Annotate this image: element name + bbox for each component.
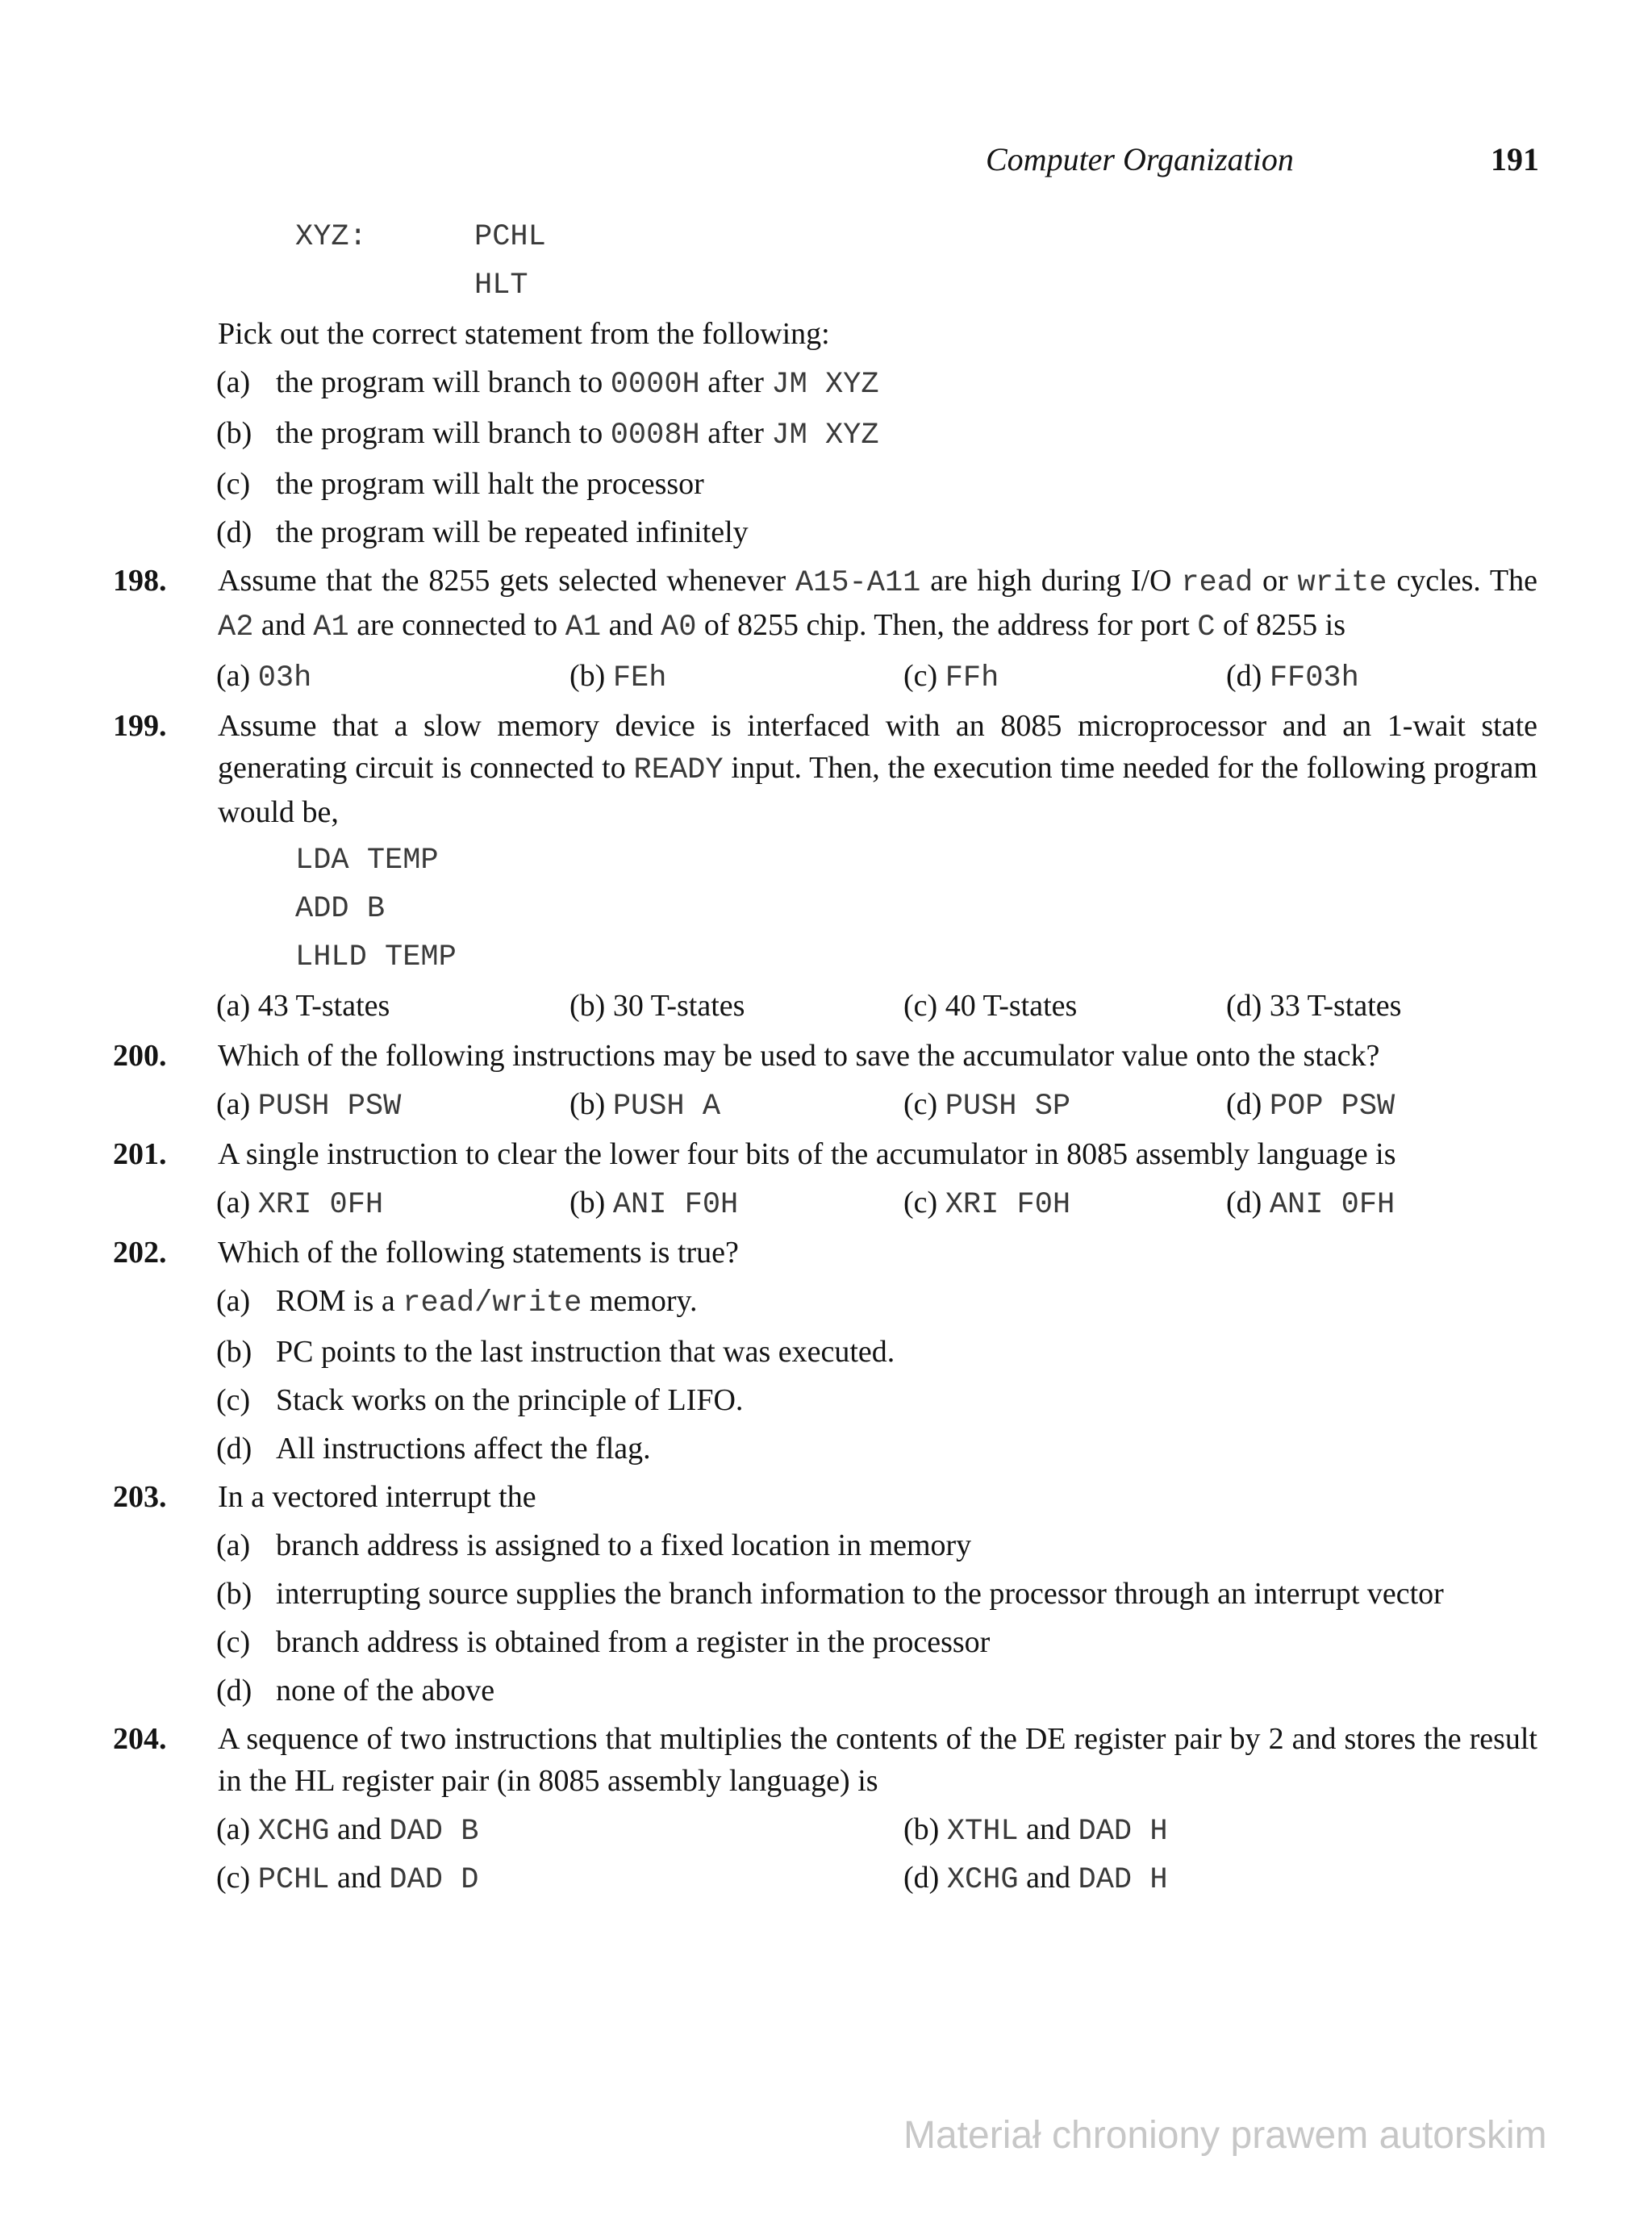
- answer-option: [569, 1182, 738, 1226]
- text-run: after: [699, 365, 772, 399]
- text-run: and: [329, 1861, 390, 1895]
- option-label: (d): [216, 515, 252, 549]
- answer-option: [0, 511, 1652, 553]
- answer-option: [903, 1083, 1070, 1128]
- text-run: cycles. The: [1387, 564, 1538, 598]
- option-text: [613, 989, 745, 1023]
- question-number: 200.: [113, 1039, 167, 1073]
- running-title: Computer Organization: [986, 141, 1294, 177]
- question-item: [0, 1718, 1652, 1904]
- option-row: [0, 1808, 1652, 1855]
- text-run: In a vectored interrupt the: [218, 1480, 536, 1514]
- text-run: none of the above: [276, 1674, 495, 1708]
- option-text: [276, 1432, 651, 1466]
- option-label: (c): [216, 1625, 251, 1659]
- option-text: [1270, 659, 1359, 693]
- option-text: [257, 1087, 402, 1124]
- option-label: (b): [216, 1577, 252, 1611]
- answer-option: [1226, 655, 1359, 699]
- option-label: (a): [216, 1087, 251, 1121]
- code-text: FFh: [945, 661, 999, 695]
- answer-option: [216, 655, 311, 699]
- text-run: input. Then, the execution time needed for the following program would be,: [218, 751, 1537, 829]
- question-197-continuation: [0, 216, 1652, 553]
- option-label: (a): [216, 1284, 251, 1318]
- option-label: (c): [903, 659, 938, 693]
- code-text: XCHG: [946, 1863, 1019, 1897]
- text-run: Assume that the 8255 gets selected whenever: [218, 564, 795, 598]
- option-label: (d): [1226, 659, 1262, 693]
- text-run: A sequence of two instructions that multiplies the contents of the DE register pair by 2 and stores the result in the HL register pair (in 8085 assembly language) is: [218, 1722, 1537, 1798]
- answer-option: [0, 1280, 1652, 1324]
- option-text: [613, 659, 667, 693]
- code-text: A15-A11: [795, 566, 921, 600]
- text-run: or: [1253, 564, 1298, 598]
- answer-option: [1226, 985, 1401, 1027]
- answer-option: [0, 1524, 1652, 1566]
- question-text: [218, 1236, 739, 1270]
- code-text: A1: [313, 611, 349, 644]
- text-run: of 8255 is: [1215, 608, 1346, 642]
- question-number: 198.: [113, 564, 167, 598]
- option-text: [947, 1861, 1168, 1895]
- question-prompt: Pick out the correct statement from the following:: [218, 317, 830, 351]
- option-label: (c): [903, 989, 938, 1023]
- text-run: All instructions affect the flag.: [276, 1432, 651, 1466]
- question-text: [218, 1039, 1379, 1073]
- answer-option: [216, 1182, 383, 1226]
- answer-option: [0, 1621, 1652, 1663]
- option-label: (b): [569, 659, 606, 693]
- text-run: 33 T-states: [1269, 989, 1402, 1023]
- option-text: [1269, 1087, 1395, 1124]
- text-run: branch address is obtained from a register in the processor: [276, 1625, 991, 1659]
- question-stem: [0, 1476, 1652, 1518]
- question-item: [0, 1232, 1652, 1470]
- option-label: (b): [216, 1335, 252, 1369]
- question-text: [218, 1722, 1537, 1798]
- code-text: JM XYZ: [771, 419, 879, 452]
- text-run: interrupting source supplies the branch information to the processor through an interrupt vector: [276, 1577, 1444, 1611]
- option-text: [276, 416, 879, 450]
- answer-option: [0, 1331, 1652, 1373]
- code-text: A1: [565, 611, 602, 644]
- code-line: ADD B: [295, 892, 386, 926]
- text-run: Assume that a slow memory device is interfaced with an 8085 microprocessor and an 1-wait state generating circuit is connected to: [218, 709, 1537, 785]
- code-text: 0008H: [610, 419, 700, 452]
- text-run: and: [1018, 1861, 1078, 1895]
- question-item: [0, 1476, 1652, 1712]
- text-run: ROM is a: [276, 1284, 403, 1318]
- code-text: PUSH SP: [945, 1090, 1071, 1124]
- option-text: [1270, 989, 1402, 1023]
- answer-option: [903, 1182, 1070, 1226]
- option-label: (d): [903, 1861, 940, 1895]
- question-number: 204.: [113, 1722, 167, 1756]
- answer-option: [216, 1857, 478, 1901]
- question-stem: [0, 560, 1652, 648]
- code-text: PCHL: [257, 1863, 330, 1897]
- option-label: (d): [1226, 1186, 1262, 1220]
- text-run: the program will halt the processor: [276, 467, 704, 501]
- code-line: [0, 265, 1652, 313]
- option-label: (a): [216, 659, 251, 693]
- code-text: XTHL: [946, 1815, 1019, 1849]
- text-run: are connected to: [348, 608, 565, 642]
- question-item: [0, 705, 1652, 1032]
- question-text: [218, 1480, 536, 1514]
- answer-option: [0, 361, 1652, 406]
- option-text: [258, 1186, 383, 1220]
- code-block: [0, 840, 1652, 985]
- text-run: of 8255 chip. Then, the address for port: [696, 608, 1198, 642]
- option-label: (a): [216, 989, 251, 1023]
- answer-option: [0, 1573, 1652, 1615]
- question-item: [0, 560, 1652, 702]
- option-label: (a): [216, 1812, 251, 1846]
- code-text: DAD H: [1078, 1815, 1168, 1849]
- option-list: [0, 361, 1652, 553]
- option-label: (a): [216, 1186, 251, 1220]
- option-label: (c): [216, 1861, 251, 1895]
- code-text: read/write: [403, 1286, 582, 1320]
- option-text: [276, 1383, 743, 1417]
- code-instruction: HLT: [474, 269, 528, 302]
- option-text: [276, 467, 704, 501]
- question-stem: [0, 1035, 1652, 1077]
- question-list: [0, 560, 1652, 1904]
- option-label: (b): [569, 989, 606, 1023]
- code-text: ANI F0H: [612, 1188, 739, 1222]
- answer-option: [1226, 1182, 1395, 1226]
- option-text: [276, 365, 879, 402]
- code-label: XYZ:: [295, 220, 367, 254]
- answer-option: [903, 1808, 1168, 1853]
- answer-option: [1226, 1083, 1395, 1128]
- option-row: [0, 985, 1652, 1032]
- option-list: [0, 1524, 1652, 1712]
- text-run: and: [601, 608, 661, 642]
- question-stem: [0, 705, 1652, 833]
- code-line: LDA TEMP: [295, 844, 439, 878]
- option-text: [612, 1087, 721, 1124]
- code-text: XRI F0H: [945, 1188, 1071, 1222]
- code-line: [0, 216, 1652, 265]
- text-run: Stack works on the principle of LIFO.: [276, 1383, 744, 1417]
- option-label: (c): [903, 1186, 938, 1220]
- code-text: A2: [218, 611, 254, 644]
- question-stem: [0, 1718, 1652, 1802]
- option-text: [276, 1674, 494, 1708]
- option-text: [945, 1186, 1070, 1220]
- code-instruction: PCHL: [474, 220, 546, 254]
- option-row: [0, 1083, 1652, 1130]
- answer-option: [0, 1379, 1652, 1421]
- text-run: branch address is assigned to a fixed location in memory: [276, 1528, 972, 1562]
- answer-option: [569, 655, 666, 699]
- text-run: PC points to the last instruction that was executed.: [276, 1335, 895, 1369]
- text-run: the program will be repeated infinitely: [276, 515, 749, 549]
- question-item: [0, 1133, 1652, 1228]
- code-text: XRI 0FH: [257, 1188, 384, 1222]
- option-label: (d): [216, 1674, 252, 1708]
- text-run: 43 T-states: [257, 989, 390, 1023]
- code-text: JM XYZ: [771, 368, 879, 402]
- text-run: A single instruction to clear the lower four bits of the accumulator in 8085 assembly language is: [218, 1137, 1396, 1171]
- option-text: [276, 1284, 698, 1318]
- option-text: [276, 1528, 971, 1562]
- text-run: are high during I/O: [920, 564, 1182, 598]
- answer-option: [569, 985, 745, 1027]
- question-text: [218, 709, 1537, 829]
- text-run: 40 T-states: [945, 989, 1078, 1023]
- answer-option: [0, 1670, 1652, 1712]
- option-text: [258, 659, 312, 693]
- code-text: read: [1181, 566, 1254, 600]
- option-row: [0, 655, 1652, 702]
- question-number: 202.: [113, 1236, 167, 1270]
- option-label: (d): [1226, 1087, 1262, 1121]
- answer-option: [216, 1083, 401, 1128]
- option-label: (b): [216, 416, 252, 450]
- code-text: PUSH A: [612, 1090, 721, 1124]
- code-text: DAD B: [389, 1815, 479, 1849]
- question-item: [0, 1035, 1652, 1130]
- code-text: POP PSW: [1269, 1090, 1395, 1124]
- code-text: FF03h: [1269, 661, 1359, 695]
- answer-option: [0, 1428, 1652, 1470]
- option-text: [276, 1625, 990, 1659]
- code-text: FEh: [612, 661, 667, 695]
- text-run: and: [253, 608, 314, 642]
- answer-option: [903, 1857, 1168, 1901]
- option-label: (b): [569, 1087, 606, 1121]
- code-text: DAD H: [1078, 1863, 1168, 1897]
- question-number: 199.: [113, 709, 167, 743]
- answer-option: [0, 412, 1652, 457]
- option-text: [257, 1812, 479, 1849]
- option-row: [0, 1857, 1652, 1904]
- answer-option: [903, 655, 999, 699]
- answer-option: [0, 463, 1652, 505]
- option-label: (b): [903, 1812, 940, 1846]
- question-stem: [0, 1232, 1652, 1274]
- code-text: PUSH PSW: [257, 1090, 402, 1124]
- text-run: after: [699, 416, 772, 450]
- option-text: [276, 1335, 895, 1369]
- option-label: (a): [216, 365, 251, 399]
- option-text: [1270, 1186, 1395, 1220]
- text-run: and: [329, 1812, 390, 1846]
- page-number: 191: [1491, 141, 1539, 177]
- text-run: the program will branch to: [276, 416, 611, 450]
- question-text: [218, 1137, 1396, 1171]
- page-content: [0, 216, 1652, 1905]
- text-run: 30 T-states: [612, 989, 745, 1023]
- option-row: [0, 1182, 1652, 1228]
- text-run: and: [1018, 1812, 1078, 1846]
- question-number: 201.: [113, 1137, 167, 1171]
- option-text: [258, 989, 390, 1023]
- code-text: 0000H: [610, 368, 700, 402]
- answer-option: [216, 985, 390, 1027]
- option-text: [613, 1186, 738, 1220]
- option-text: [945, 659, 999, 693]
- text-run: Which of the following instructions may be used to save the accumulator value onto the stack?: [218, 1039, 1380, 1073]
- option-text: [945, 989, 1078, 1023]
- answer-option: [903, 985, 1077, 1027]
- answer-option: [216, 1808, 478, 1853]
- option-label: (d): [1226, 989, 1262, 1023]
- code-text: DAD D: [389, 1863, 479, 1897]
- option-text: [946, 1812, 1168, 1849]
- answer-option: [569, 1083, 720, 1128]
- code-text: 03h: [257, 661, 312, 695]
- option-list: [0, 1280, 1652, 1470]
- option-label: (b): [569, 1186, 606, 1220]
- text-run: the program will branch to: [276, 365, 611, 399]
- option-text: [258, 1861, 479, 1895]
- option-label: (a): [216, 1528, 251, 1562]
- option-text: [945, 1087, 1071, 1124]
- code-text: XCHG: [257, 1815, 330, 1849]
- code-text: ANI 0FH: [1269, 1188, 1395, 1222]
- code-line: LHLD TEMP: [295, 940, 457, 974]
- option-label: (c): [216, 1383, 251, 1417]
- page-header: [0, 139, 1652, 187]
- text-run: memory.: [582, 1284, 698, 1318]
- question-text: [218, 564, 1537, 642]
- code-text: A0: [660, 611, 697, 644]
- code-text: write: [1297, 566, 1387, 600]
- option-label: (c): [903, 1087, 938, 1121]
- copyright-watermark: Materiał chroniony prawem autorskim: [903, 2114, 1547, 2157]
- question-number: 203.: [113, 1480, 167, 1514]
- text-run: Which of the following statements is true?: [218, 1236, 739, 1270]
- option-text: [276, 515, 749, 549]
- option-label: (c): [216, 467, 251, 501]
- code-text: C: [1197, 611, 1216, 644]
- question-stem: [0, 1133, 1652, 1175]
- option-text: [276, 1577, 1444, 1611]
- code-text: READY: [633, 753, 724, 787]
- option-label: (d): [216, 1432, 252, 1466]
